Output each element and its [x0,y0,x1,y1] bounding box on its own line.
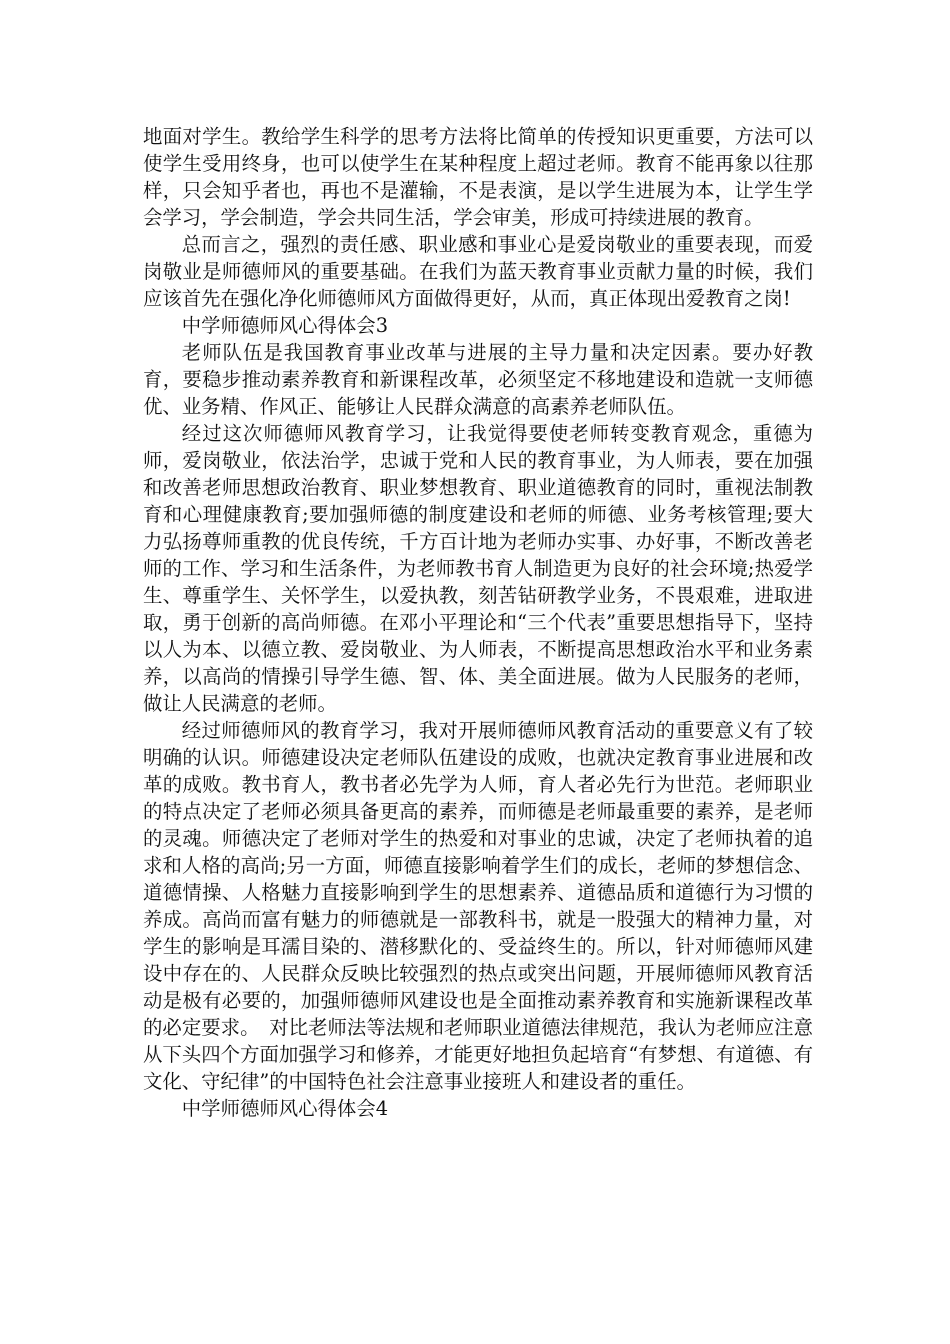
section-heading-4: 中学师德师风心得体会4 [181,1097,389,1120]
paragraph-study-reflection: 经过这次师德师风教育学习，让我觉得要使老师转变教育观念，重德为师，爱岗敬业，依法治学，忠诚于党和人民的教育事业，为人师表，要在加强和改善老师思想政治教育、职业梦想教育、职业道德教育的同时，重视法制教育和心理健康教育;要加强师德的制度建设和老师的师德、业务考核管理;要大力弘扬尊师重教的优良传统，千方百计地为老师办实事、办好事，不断改善老师的工作、学习和生活条件，为老师教书育人制造更为良好的社会环境;热爱学生、尊重学生、关怀学生，以爱执教，刻苦钻研教学业务，不畏艰难，进取进取，勇于创新的高尚师德。在邓小平理论和“三个代表”重要思想指导下，坚持以人为本、以德立教、爱岗敬业、为人师表，不断提高思想政治水平和业务素养，以高尚的情操引导学生德、智、体、美全面进展。做为人民服务的老师，做让人民满意的老师。 [143,422,813,715]
paragraph-continuation: 地面对学生。教给学生科学的思考方法将比简单的传授知识更重要，方法可以使学生受用终身，也可以使学生在某种程度上超过老师。教育不能再象以往那样，只会知乎者也，再也不是灌输，不是表演，是以学生进展为本，让学生学会学习，学会制造，学会共同生活，学会审美，形成可持续进展的教育。 [143,125,813,229]
document-page [143,123,813,1122]
paragraph-summary: 总而言之，强烈的责任感、职业感和事业心是爱岗敬业的重要表现，而爱岗敬业是师德师风的重要基础。在我们为蓝天教育事业贡献力量的时候，我们应该首先在强化净化师德师风方面做得更好，从而，真正体现出爱教育之岗! [143,233,813,310]
section-heading-3: 中学师德师风心得体会3 [181,314,389,337]
paragraph-ethics-importance: 经过师德师风的教育学习，我对开展师德师风教育活动的重要意义有了较明确的认识。师德建设决定老师队伍建设的成败，也就决定教育事业进展和改革的成败。教书育人，教书者必先学为人师，育人者必先行为世范。老师职业的特点决定了老师必须具备更高的素养，而师德是老师最重要的素养，是老师的灵魂。师德决定了老师对学生的热爱和对事业的忠诚，决定了老师执着的追求和人格的高尚;另一方面，师德直接影响着学生们的成长，老师的梦想信念、道德情操、人格魅力直接影响到学生的思想素养、道德品质和道德行为习惯的养成。高尚而富有魅力的师德就是一部教科书，就是一股强大的精神力量，对学生的影响是耳濡目染的、潜移默化的、受益终生的。所以，针对师德师风建设中存在的、人民群众反映比较强烈的热点或突出问题，开展师德师风教育活动是极有必要的，加强师德师风建设也是全面推动素养教育和实施新课程改革的必定要求。 对比老师法等法规和老师职业道德法律规范，我认为老师应注意从下头四个方面加强学习和修养，才能更好地担负起培育“有梦想、有道德、有文化、守纪律”的中国特色社会注意事业接班人和建设者的重任。 [143,719,813,1093]
paragraph-teacher-team: 老师队伍是我国教育事业改革与进展的主导力量和决定因素。要办好教育，要稳步推动素养教育和新课程改革，必须坚定不移地建设和造就一支师德优、业务精、作风正、能够让人民群众满意的高素养老师队伍。 [143,341,813,418]
